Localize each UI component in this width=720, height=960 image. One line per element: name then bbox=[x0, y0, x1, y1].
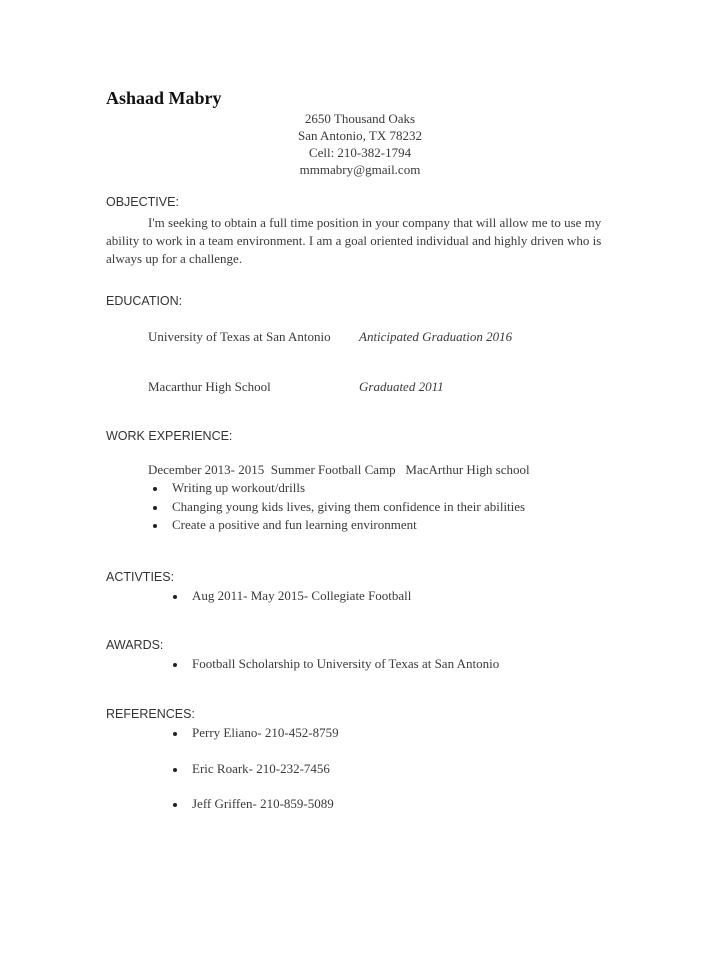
education-heading: EDUCATION: bbox=[106, 294, 183, 308]
bullet-dot bbox=[173, 803, 177, 807]
work-bullet-2: Changing young kids lives, giving them confidence in their abilities bbox=[172, 499, 526, 514]
education-status-2: Graduated 2011 bbox=[359, 379, 444, 394]
activities-heading: ACTIVTIES: bbox=[106, 570, 175, 584]
cell-phone: Cell: 210-382-1794 bbox=[308, 145, 412, 160]
reference-2: Eric Roark- 210-232-7456 bbox=[192, 761, 330, 776]
objective-text bbox=[106, 214, 616, 268]
education-status-1: Anticipated Graduation 2016 bbox=[359, 329, 513, 344]
bullet-dot bbox=[173, 768, 177, 772]
references-heading: REFERENCES: bbox=[106, 707, 195, 721]
work-heading: WORK EXPERIENCE: bbox=[106, 429, 233, 443]
bullet-dot bbox=[173, 732, 177, 736]
bullet-dot bbox=[153, 524, 157, 528]
reference-1: Perry Eliano- 210-452-8759 bbox=[192, 725, 339, 740]
awards-heading: AWARDS: bbox=[106, 638, 164, 652]
reference-3: Jeff Griffen- 210-859-5089 bbox=[192, 796, 334, 811]
bullet-dot bbox=[173, 663, 177, 667]
work-bullet-1: Writing up workout/drills bbox=[172, 480, 306, 495]
bullet-dot bbox=[153, 487, 157, 491]
email: mmmabry@gmail.com bbox=[299, 162, 421, 177]
bullet-dot bbox=[173, 595, 177, 599]
education-school-2: Macarthur High School bbox=[148, 379, 271, 394]
award-1: Football Scholarship to University of Texas at San Antonio bbox=[192, 656, 500, 671]
bullet-dot bbox=[153, 506, 157, 510]
address-line-1: 2650 Thousand Oaks bbox=[304, 111, 416, 126]
address-line-2: San Antonio, TX 78232 bbox=[298, 128, 422, 143]
work-bullet-3: Create a positive and fun learning environment bbox=[172, 517, 417, 532]
applicant-name: Ashaad Mabry bbox=[106, 88, 222, 108]
activity-1: Aug 2011- May 2015- Collegiate Football bbox=[192, 588, 412, 603]
education-school-1: University of Texas at San Antonio bbox=[148, 329, 331, 344]
objective-body: I'm seeking to obtain a full time position in your company that will allow me to use my ability to work in a team environment. I am a goal oriented individual and highly driven who is always up for a challenge. bbox=[106, 215, 602, 266]
work-job-line: December 2013- 2015 Summer Football Camp MacArthur High school bbox=[148, 462, 530, 477]
objective-heading: OBJECTIVE: bbox=[106, 195, 179, 209]
